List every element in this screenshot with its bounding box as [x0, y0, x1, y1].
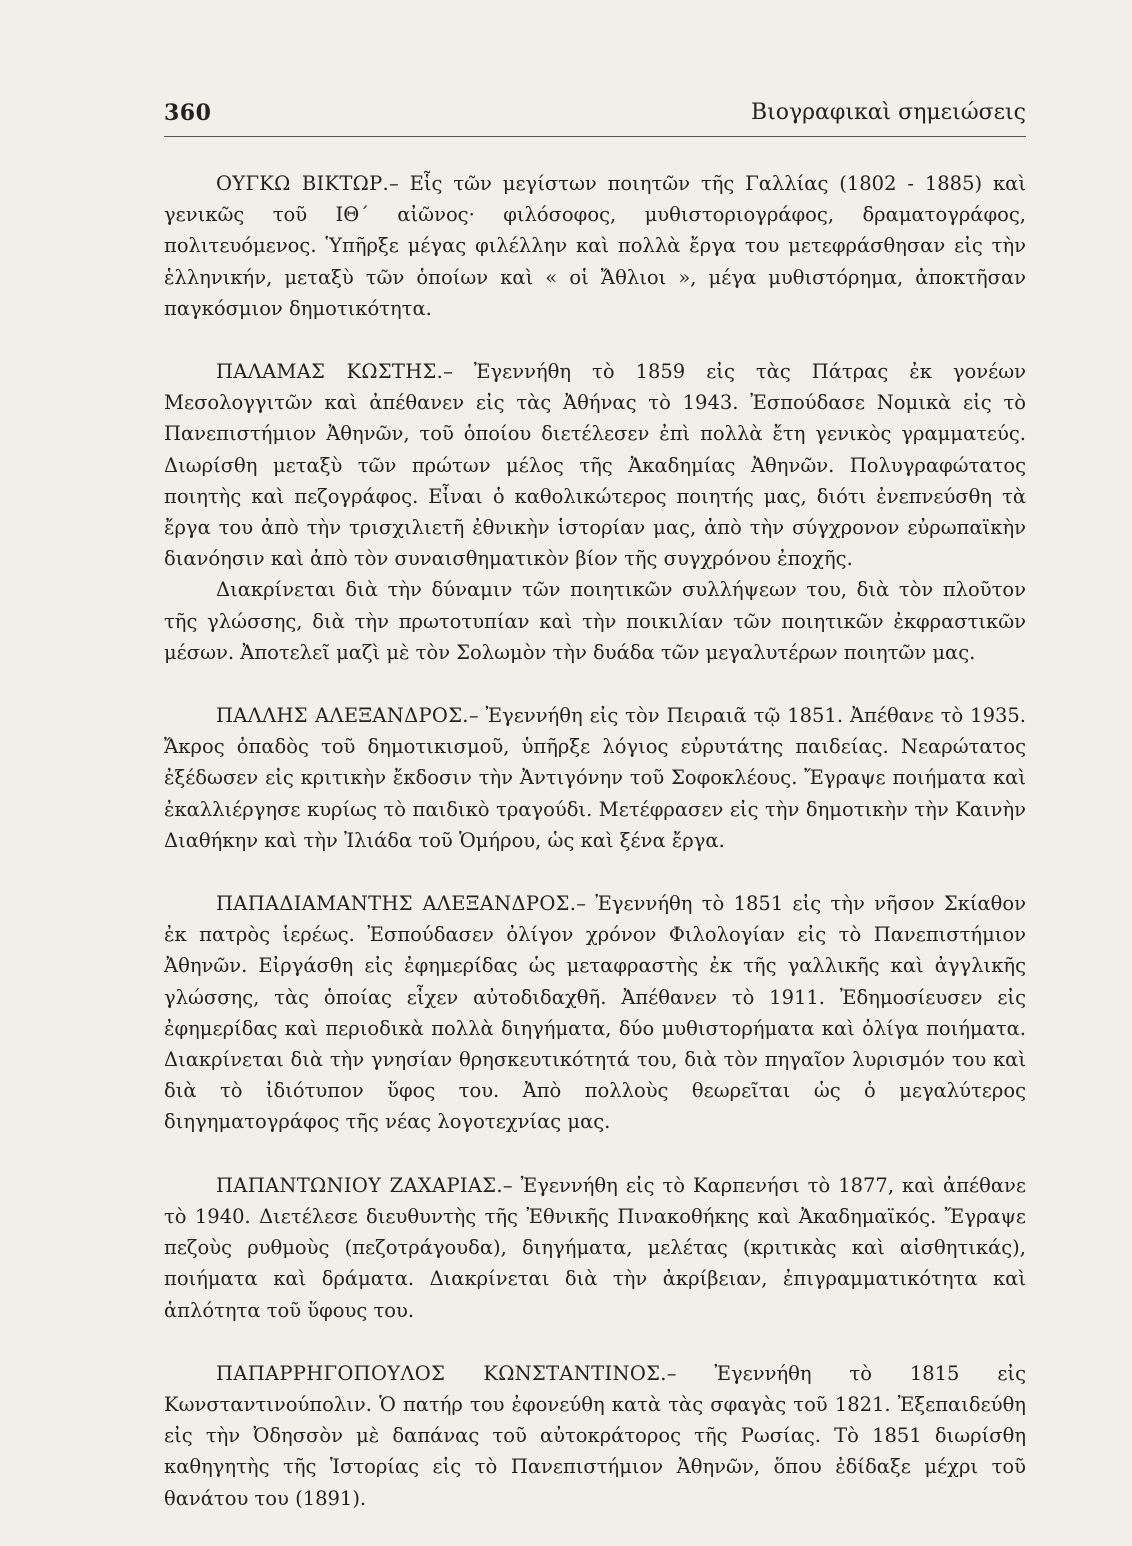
- entry-text: – Ἐγεννήθη τὸ 1859 εἰς τὰς Πάτρας ἐκ γονέων Μεσολογγιτῶν καὶ ἀπέθανεν εἰς τὰς Ἀθήνας τὸ 1943. Ἐσπούδασε Νομικὰ εἰς τὸ Πανεπιστήμιον Ἀθηνῶν, τοῦ ὁποίου διετέλεσεν ἐπὶ πολλὰ ἔτη γενικὸς γραμματεύς. Διωρίσθη μεταξὺ τῶν πρώτων μέλος τῆς Ἀκαδημίας Ἀθηνῶν. Πολυγραφώτατος ποιητὴς καὶ πεζογράφος. Εἶναι ὁ καθολικώτερος ποιητής μας, διότι ἐνεπνεύσθη τὰ ἔργα του ἀπὸ τὴν τρισχιλιετῆ ἐθνικὴν ἱστορίαν μας, ἀπὸ τὴν σύγχρονον εὐρωπαϊκὴν διανόησιν καὶ ἀπὸ τὸν συναισθηματικὸν βίον τῆς συγχρόνου ἐποχῆς.: [164, 360, 1026, 571]
- entry-paragraph: [164, 1170, 1026, 1326]
- entry-hugo: [164, 168, 1026, 324]
- entry-name: ΠΑΛΛΗΣ ΑΛΕΞΑΝΔΡΟΣ.: [216, 704, 469, 728]
- entry-paragraph: [164, 700, 1026, 856]
- entry-name: ΠΑΠΑΔΙΑΜΑΝΤΗΣ ΑΛΕΞΑΝΔΡΟΣ.: [216, 892, 577, 916]
- page-body: [164, 168, 1026, 1546]
- running-title: Βιογραφικαὶ σημειώσεις: [750, 100, 1026, 125]
- page-header: [164, 100, 1026, 140]
- entry-name: ΠΑΛΑΜΑΣ ΚΩΣΤΗΣ.: [216, 360, 444, 384]
- entry-text: – Ἐγεννήθη τὸ 1815 εἰς Κωνσταντινούπολιν. Ὁ πατήρ του ἐφονεύθη κατὰ τὰς σφαγὰς τοῦ 1821. Ἐξεπαιδεύθη εἰς τὴν Ὀδησσὸν μὲ δαπάνας τοῦ αὐτοκράτορος τῆς Ρωσίας. Τὸ 1851 διωρίσθη καθηγητὴς τῆς Ἱστορίας εἰς τὸ Πανεπιστήμιον Ἀθηνῶν, ὅπου ἐδίδαξε μέχρι τοῦ θανάτου του (1891).: [164, 1361, 1026, 1510]
- entry-paragraph: [164, 168, 1026, 324]
- entry-pallis: [164, 700, 1026, 856]
- entry-text: – Ἐγεννήθη τὸ 1851 εἰς τὴν νῆσον Σκίαθον ἐκ πατρὸς ἱερέως. Ἐσπούδασεν ὀλίγον χρόνον Φιλολογίαν εἰς τὸ Πανεπιστήμιον Ἀθηνῶν. Εἰργάσθη εἰς ἐφημερίδας ὡς μεταφραστὴς ἐκ τῆς γαλλικῆς καὶ ἀγγλικῆς γλώσσης, τὰς ὁποίας εἶχεν αὐτοδιδαχθῆ. Ἀπέθανεν τὸ 1911. Ἐδημοσίευσεν εἰς ἐφημερίδας καὶ περιοδικὰ πολλὰ διηγήματα, δύο μυθιστορήματα καὶ ὀλίγα ποιήματα. Διακρίνεται διὰ τὴν γνησίαν θρησκευτικότητά του, διὰ τὸν πηγαῖον λυρισμόν του καὶ διὰ τὸ ἰδιότυπον ὕφος του. Ἀπὸ πολλοὺς θεωρεῖται ὡς ὁ μεγαλύτερος διηγηματογράφος τῆς νέας λογοτεχνίας μας.: [164, 892, 1026, 1134]
- entry-paragraph: [164, 1358, 1026, 1514]
- entry-text: – Ἐγεννήθη εἰς τὸν Πειραιᾶ τῷ 1851. Ἀπέθανε τὸ 1935. Ἄκρος ὀπαδὸς τοῦ δημοτικισμοῦ, ὑπῆρξε λόγιος εὐρυτάτης παιδείας. Νεαρώτατος ἐξέδωσεν εἰς κριτικὴν ἔκδοσιν τὴν Ἀντιγόνην τοῦ Σοφοκλέους. Ἔγραψε ποιήματα καὶ ἐκαλλιέργησε κυρίως τὸ παιδικὸ τραγούδι. Μετέφρασεν εἰς τὴν δημοτικὴν τὴν Καινὴν Διαθήκην καὶ τὴν Ἰλιάδα τοῦ Ὁμήρου, ὡς καὶ ξένα ἔργα.: [164, 704, 1026, 852]
- page-number: 360: [164, 100, 212, 126]
- entry-papantoniou: [164, 1170, 1026, 1326]
- entry-text: – Εἷς τῶν μεγίστων ποιητῶν τῆς Γαλλίας (1802 - 1885) καὶ γενικῶς τοῦ ΙΘ΄ αἰῶνος· φιλόσοφος, μυθιστοριογράφος, δραματογράφος, πολιτευόμενος. Ὑπῆρξε μέγας φιλέλλην καὶ πολλὰ ἔργα του μετεφράσθησαν εἰς τὴν ἑλληνικήν, μεταξὺ τῶν ὁποίων καὶ « οἱ Ἄθλιοι », μέγα μυθιστόρημα, ἀποκτῆσαν παγκόσμιον δημοτικότητα.: [164, 172, 1026, 320]
- header-rule: [164, 136, 1026, 137]
- entry-name: ΟΥΓΚΩ ΒΙΚΤΩΡ.: [216, 172, 390, 195]
- entry-name: ΠΑΠΑΡΡΗΓΟΠΟΥΛΟΣ ΚΩΝΣΤΑΝΤΙΝΟΣ.: [216, 1361, 667, 1385]
- entry-paragraph: Διακρίνεται διὰ τὴν δύναμιν τῶν ποιητικῶν συλλήψεων του, διὰ τὸν πλοῦτον τῆς γλώσσης, διὰ τὴν πρωτοτυπίαν καὶ τὴν ποικιλίαν τῶν ποιητικῶν ἐκφραστικῶν μέσων. Ἀποτελεῖ μαζὶ μὲ τὸν Σολωμὸν τὴν δυάδα τῶν μεγαλυτέρων ποιητῶν μας.: [164, 578, 1026, 664]
- entry-name: ΠΑΠΑΝΤΩΝΙΟΥ ΖΑΧΑΡΙΑΣ.: [216, 1173, 503, 1197]
- entry-text: – Ἐγεννήθη εἰς τὸ Καρπενήσι τὸ 1877, καὶ ἀπέθανε τὸ 1940. Διετέλεσε διευθυντὴς τῆς Ἐθνικῆς Πινακοθήκης καὶ Ἀκαδημαϊκός. Ἔγραψε πεζοὺς ρυθμοὺς (πεζοτράγουδα), διηγήματα, μελέτας (κριτικὰς καὶ αἰσθητικάς), ποιήματα καὶ δράματα. Διακρίνεται διὰ τὴν ἀκρίβειαν, ἐπιγραμματικότητα καὶ ἁπλότητα τοῦ ὕφους του.: [164, 1173, 1026, 1322]
- entry-paragraph: [164, 356, 1026, 574]
- entry-paparrigopoulos: [164, 1358, 1026, 1514]
- entry-palamas: [164, 356, 1026, 668]
- entry-papadiamantis: [164, 888, 1026, 1138]
- entry-paragraph: [164, 888, 1026, 1138]
